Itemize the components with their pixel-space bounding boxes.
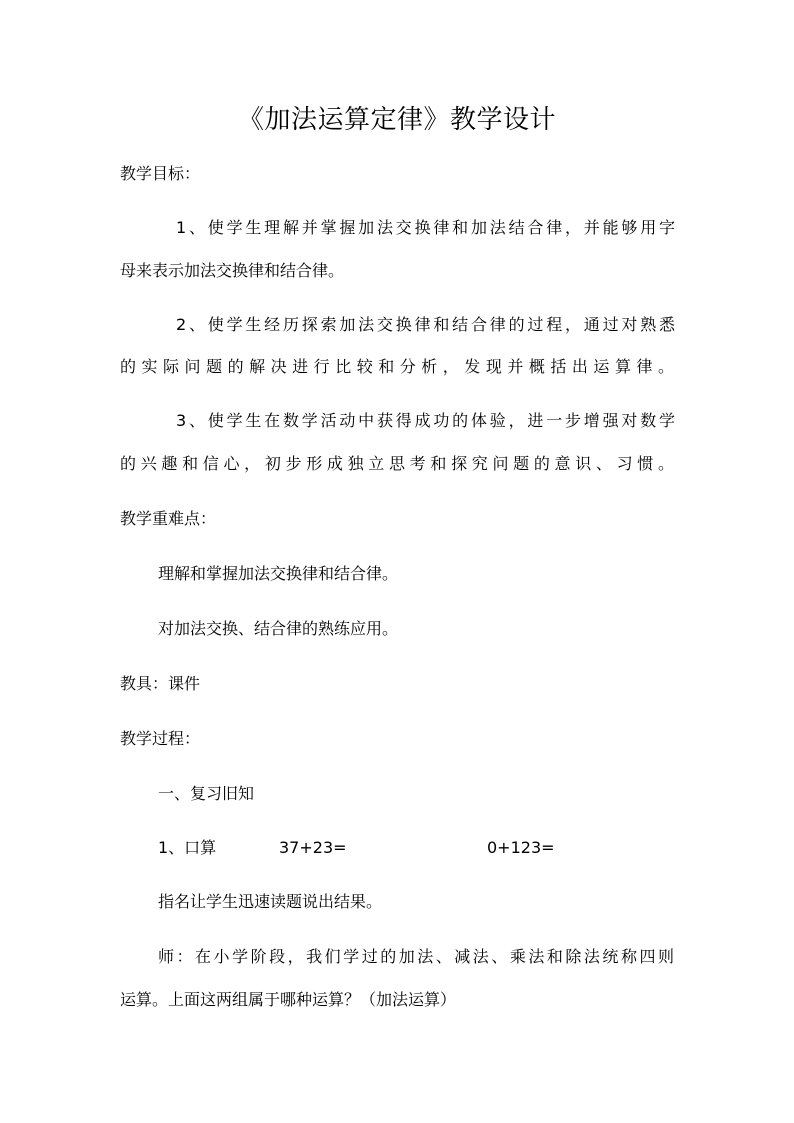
key-point-2: 对加法交换、结合律的熟练应用。 — [158, 619, 399, 638]
instruction-text: 指名让学生迅速读题说出结果。 — [158, 892, 383, 911]
process-heading: 教学过程： — [120, 729, 201, 748]
oral-calc-label: 1、口算 — [158, 838, 217, 857]
key-points-heading: 教学重难点： — [120, 509, 217, 528]
objective-2-line-2: 的实际问题的解决进行比较和分析，发现并概括出运算律。 — [120, 357, 674, 376]
document-title: 《加法运算定律》教学设计 — [237, 105, 556, 135]
oral-question-1: 37+23= — [279, 838, 347, 857]
objective-1-line-2: 母来表示加法交换律和结合律。 — [120, 261, 345, 280]
objectives-heading: 教学目标： — [120, 164, 201, 183]
objective-2-line-1: 2、使学生经历探索加法交换律和结合律的过程，通过对熟悉 — [176, 315, 675, 334]
teaching-tools: 教具：课件 — [120, 674, 201, 693]
teacher-line-2: 运算。上面这两组属于哪种运算？（加法运算） — [120, 990, 457, 1009]
key-point-1: 理解和掌握加法交换律和结合律。 — [158, 564, 399, 583]
objective-3-line-2: 的兴趣和信心，初步形成独立思考和探究问题的意识、习惯。 — [120, 454, 674, 473]
section-review-heading: 一、复习旧知 — [158, 784, 255, 803]
objective-1-line-1: 1、使学生理解并掌握加法交换律和加法结合律，并能够用字 — [176, 218, 675, 237]
oral-question-2: 0+123= — [487, 838, 555, 857]
teacher-line-1: 师：在小学阶段，我们学过的加法、减法、乘法和除法统称四则 — [158, 947, 674, 966]
objective-3-line-1: 3、使学生在数学活动中获得成功的体验，进一步增强对数学 — [176, 411, 675, 430]
